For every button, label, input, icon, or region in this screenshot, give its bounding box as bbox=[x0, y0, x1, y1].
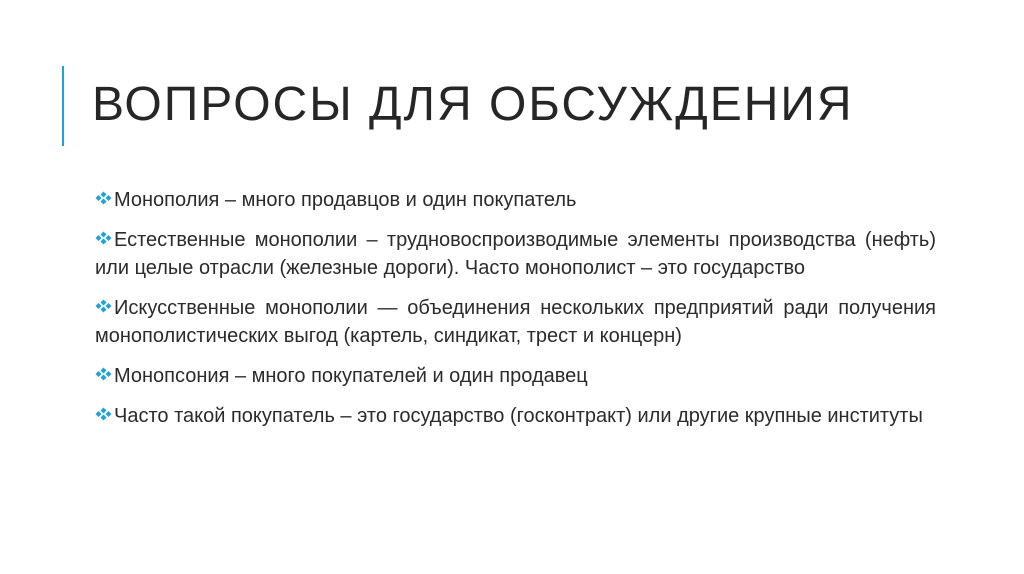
bullet-text: Монопсония – много покупателей и один продавец bbox=[114, 365, 588, 387]
bullet-item bbox=[95, 402, 936, 430]
bullet-text: Часто такой покупатель – это государство (госконтракт) или другие крупные институты bbox=[114, 405, 923, 427]
diamond-cluster-icon bbox=[95, 231, 112, 245]
bullet-item bbox=[95, 362, 936, 390]
bullet-item bbox=[95, 294, 936, 350]
bullet-item bbox=[95, 226, 936, 282]
slide-title: ВОПРОСЫ ДЛЯ ОБСУЖДЕНИЯ bbox=[92, 78, 854, 131]
bullet-list bbox=[95, 186, 936, 442]
diamond-cluster-icon bbox=[95, 367, 112, 381]
bullet-text: Монополия – много продавцов и один покупатель bbox=[114, 189, 577, 211]
bullet-text: Искусственные монополии — объединения нескольких предприятий ради получения монополистических выгод (картель, синдикат, трест и концерн) bbox=[95, 297, 936, 347]
diamond-cluster-icon bbox=[95, 191, 112, 205]
bullet-text: Естественные монополии – трудновоспроизводимые элементы производства (нефть) или целые отрасли (железные дороги). Часто монополист – это государство bbox=[95, 229, 936, 279]
title-accent-bar bbox=[62, 66, 64, 146]
diamond-cluster-icon bbox=[95, 299, 112, 313]
diamond-cluster-icon bbox=[95, 407, 112, 421]
bullet-item bbox=[95, 186, 936, 214]
